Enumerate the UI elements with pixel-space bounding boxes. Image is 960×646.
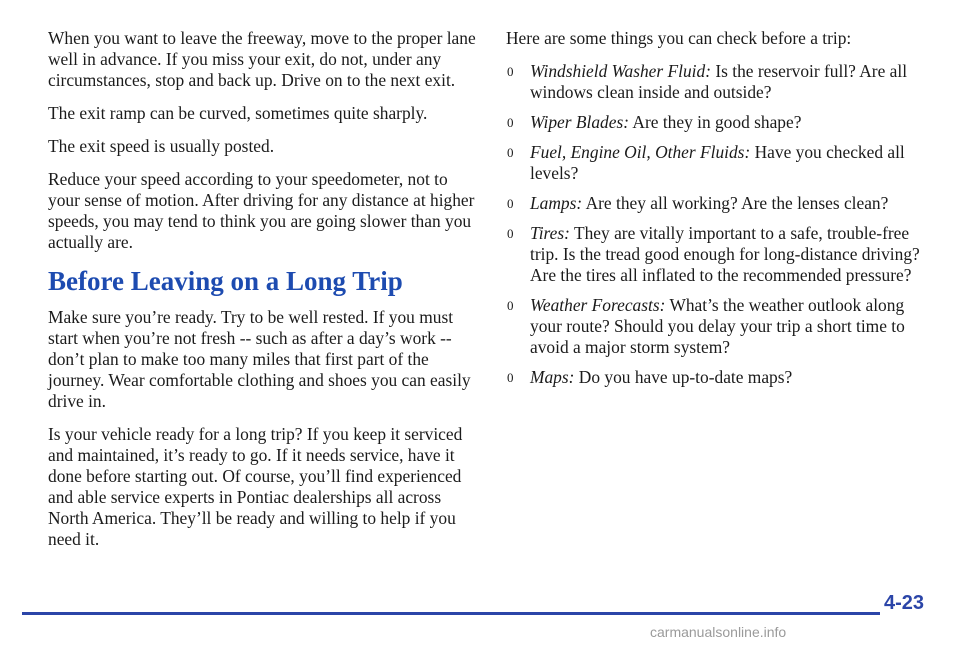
watermark: carmanualsonline.info xyxy=(650,624,787,640)
bullet-icon: 0 xyxy=(507,196,514,211)
item-text: They are vitally important to a safe, trouble-free trip. Is the tread good enough for long-distance driving? Are the tires all inflated to the recommended pressure? xyxy=(530,223,920,285)
checklist-item-lamps xyxy=(506,193,926,214)
checklist-item-maps xyxy=(506,367,926,388)
item-text: What’s the weather outlook along your route? Should you delay your trip a short time to avoid a major storm system? xyxy=(530,295,905,357)
item-text: Are they in good shape? xyxy=(629,112,802,132)
bullet-icon: 0 xyxy=(507,370,514,385)
item-term: Windshield Washer Fluid: xyxy=(530,61,711,81)
item-text: Are they all working? Are the lenses clean? xyxy=(582,193,889,213)
paragraph-vehicle-ready: Is your vehicle ready for a long trip? If you keep it serviced and maintained, it’s ready to go. If it needs service, have it done before starting out. Of course, you’ll find experienced and able service experts in Pontiac dealerships all across North America. They’ll be ready and willing to help if you need it. xyxy=(48,424,463,549)
page-number: 4-23 xyxy=(884,592,925,614)
right-column xyxy=(506,28,926,397)
paragraph-reduce-speed: Reduce your speed according to your speedometer, not to your sense of motion. After driving for any distance at higher speeds, you may tend to think you are going slower than you actually are. xyxy=(48,169,475,252)
checklist-intro: Here are some things you can check before a trip: xyxy=(506,28,852,48)
bullet-icon: 0 xyxy=(507,64,514,79)
left-column xyxy=(48,28,480,562)
item-term: Tires: xyxy=(530,223,570,243)
bullet-icon: 0 xyxy=(507,115,514,130)
checklist-item-tires xyxy=(506,223,926,286)
item-text: Have you checked all levels? xyxy=(530,142,905,183)
paragraph-make-sure-ready: Make sure you’re ready. Try to be well rested. If you must start when you’re not fresh -- such as after a day’s work -- don’t plan to make too many miles that first part of the journey. Wear comfortable clothing and shoes you can easily drive in. xyxy=(48,307,471,411)
item-term: Lamps: xyxy=(530,193,583,213)
item-term: Wiper Blades: xyxy=(530,112,630,132)
item-text: Is the reservoir full? Are all windows clean inside and outside? xyxy=(530,61,908,102)
item-term: Weather Forecasts: xyxy=(530,295,666,315)
checklist-item-wiper-blades xyxy=(506,112,926,133)
paragraph-exit-ramp: The exit ramp can be curved, sometimes quite sharply. xyxy=(48,103,428,123)
item-text: Do you have up-to-date maps? xyxy=(574,367,793,387)
checklist xyxy=(506,61,926,388)
checklist-item-washer-fluid xyxy=(506,61,926,103)
footer-rule xyxy=(22,612,880,615)
bullet-icon: 0 xyxy=(507,145,514,160)
bullet-icon: 0 xyxy=(507,226,514,241)
paragraph-leave-freeway: When you want to leave the freeway, move to the proper lane well in advance. If you miss your exit, do not, under any circumstances, stop and back up. Drive on to the next exit. xyxy=(48,28,476,90)
item-term: Fuel, Engine Oil, Other Fluids: xyxy=(530,142,751,162)
checklist-item-fluids xyxy=(506,142,926,184)
section-heading: Before Leaving on a Long Trip xyxy=(48,266,403,296)
bullet-icon: 0 xyxy=(507,298,514,313)
checklist-item-weather xyxy=(506,295,926,358)
paragraph-exit-speed: The exit speed is usually posted. xyxy=(48,136,275,156)
item-term: Maps: xyxy=(530,367,575,387)
